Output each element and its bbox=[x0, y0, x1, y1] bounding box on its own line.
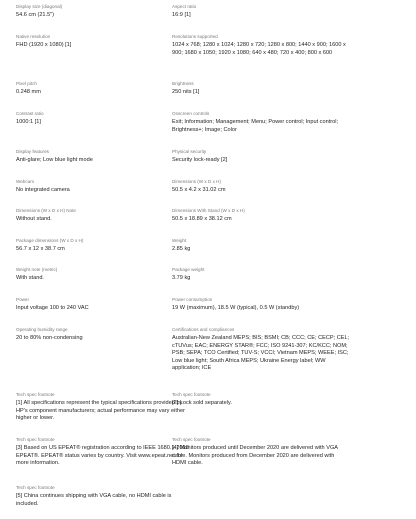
spec-display-features bbox=[16, 149, 191, 165]
spec-value: 3.79 kg bbox=[172, 275, 191, 281]
spec-value: Input voltage 100 to 240 VAC bbox=[16, 305, 89, 311]
spec-value: Anti-glare; Low blue light mode bbox=[16, 157, 93, 163]
spec-footnote-3 bbox=[16, 437, 191, 468]
spec-value: 0.248 mm bbox=[16, 89, 41, 95]
spec-label: Certifications and compliances bbox=[172, 327, 235, 332]
spec-weight bbox=[172, 238, 350, 254]
spec-label: Webcam bbox=[16, 179, 35, 184]
spec-label: Dimensions (W x D x H) Note bbox=[16, 208, 76, 213]
spec-webcam bbox=[16, 179, 191, 195]
spec-aspect-ratio bbox=[172, 4, 350, 20]
spec-dimensions bbox=[172, 179, 350, 195]
spec-package-weight bbox=[172, 267, 350, 283]
spec-label: Dimensions With Stand (W x D x H) bbox=[172, 208, 245, 213]
spec-power bbox=[16, 297, 191, 313]
spec-value: With stand. bbox=[16, 275, 44, 281]
spec-physical-security bbox=[172, 149, 350, 165]
spec-dimensions-note bbox=[16, 208, 191, 224]
spec-value: 54.6 cm (21.5") bbox=[16, 12, 55, 18]
spec-value: Australian-New Zealand MEPS; BIS; BSMI; CB; CCC; CE; CECP; CEL; cTUVus; EAC; ENERGY STAR®; FCC; ISO 9241-307; KC/KCC; NOM; PSB; SEPA; TCO Certified; TUV-S; VCCI; Vietnam MEPS; WEEE; ISC; Low blue light; South Africa MEPS; Ukraine Energy label; WW application; ICE bbox=[172, 335, 350, 372]
spec-power-consumption bbox=[172, 297, 350, 313]
spec-dimensions-with-stand bbox=[172, 208, 350, 224]
spec-label: Tech spec footnote bbox=[16, 392, 55, 397]
spec-value: 250 nits [1] bbox=[172, 89, 200, 95]
spec-label: Onscreen controls bbox=[172, 111, 210, 116]
spec-package-dimensions bbox=[16, 238, 191, 254]
spec-footnote-4 bbox=[172, 437, 350, 468]
spec-value: [3] Based on US EPEAT® registration according to IEEE 1680.1-2018 EPEAT®. EPEAT® status varies by country. Visit www.epeat.net for more information. bbox=[16, 445, 189, 467]
spec-label: Pixel pitch bbox=[16, 81, 37, 86]
spec-label: Tech spec footnote bbox=[16, 485, 55, 490]
spec-value: 20 to 80% non-condensing bbox=[16, 335, 83, 341]
spec-value: FHD (1920 x 1080) [1] bbox=[16, 42, 72, 48]
spec-value: 56.7 x 12 x 38.7 cm bbox=[16, 246, 65, 252]
spec-brightness bbox=[172, 81, 350, 97]
spec-value: Security lock-ready [2] bbox=[172, 157, 228, 163]
spec-weight-note bbox=[16, 267, 191, 283]
spec-value: Exit; Information; Management; Menu; Power control; Input control; Brightness+; Image; Color bbox=[172, 119, 339, 133]
spec-display-size bbox=[16, 4, 191, 20]
spec-label: Package dimensions (W x D x H) bbox=[16, 238, 84, 243]
spec-resolutions-supported bbox=[172, 34, 350, 57]
spec-label: Aspect ratio bbox=[172, 4, 197, 9]
spec-value: 1000:1 [1] bbox=[16, 119, 41, 125]
spec-value: 50.5 x 18.89 x 38.12 cm bbox=[172, 216, 232, 222]
spec-footnote-5 bbox=[16, 485, 191, 508]
spec-label: Display features bbox=[16, 149, 49, 154]
spec-footnote-1 bbox=[16, 392, 191, 423]
spec-label: Physical security bbox=[172, 149, 207, 154]
spec-value: 1024 x 768; 1280 x 1024; 1280 x 720; 1280 x 800; 1440 x 900; 1600 x 900; 1680 x 1050; 1920 x 1080; 640 x 480; 720 x 400; 800 x 600 bbox=[172, 42, 346, 56]
spec-value: [5] China continues shipping with VGA cable, no HDMI cable is included. bbox=[16, 493, 172, 507]
spec-value: 19 W (maximum), 18.5 W (typical), 0.5 W (standby) bbox=[172, 305, 300, 311]
spec-label: Package weight bbox=[172, 267, 205, 272]
spec-pixel-pitch bbox=[16, 81, 191, 97]
spec-value: 16:9 [1] bbox=[172, 12, 191, 18]
spec-label: Native resolution bbox=[16, 34, 51, 39]
spec-onscreen-controls bbox=[172, 111, 350, 134]
spec-label: Brightness bbox=[172, 81, 194, 86]
spec-value: [2] Lock sold separately. bbox=[172, 400, 232, 406]
spec-label: Power consumption bbox=[172, 297, 213, 302]
spec-label: Operating humidity range bbox=[16, 327, 68, 332]
spec-label: Resolutions supported bbox=[172, 34, 218, 39]
spec-label: Tech spec footnote bbox=[172, 392, 211, 397]
spec-native-resolution bbox=[16, 34, 191, 50]
spec-value: 2.85 kg bbox=[172, 246, 191, 252]
spec-label: Power bbox=[16, 297, 30, 302]
spec-label: Weight note (metric) bbox=[16, 267, 58, 272]
spec-label: Contrast ratio bbox=[16, 111, 44, 116]
spec-label: Tech spec footnote bbox=[172, 437, 211, 442]
spec-label: Dimensions (W x D x H) bbox=[172, 179, 222, 184]
spec-label: Weight bbox=[172, 238, 187, 243]
spec-label: Tech spec footnote bbox=[16, 437, 55, 442]
spec-value: [1] All specifications represent the typical specifications provided by HP's component manufacturers; actual performance may vary either higher or lower. bbox=[16, 400, 185, 422]
spec-label: Display size (diagonal) bbox=[16, 4, 63, 9]
spec-value: Without stand. bbox=[16, 216, 52, 222]
spec-value: 50.5 x 4.2 x 31.02 cm bbox=[172, 187, 226, 193]
spec-certifications bbox=[172, 327, 350, 373]
spec-value: No integrated camera bbox=[16, 187, 70, 193]
spec-operating-humidity bbox=[16, 327, 191, 343]
spec-footnote-2 bbox=[172, 392, 350, 408]
spec-contrast-ratio bbox=[16, 111, 191, 127]
spec-value: [4] Monitors produced until December 2020 are delivered with VGA cable. Monitors produced from December 2020 are delivered with HDMI cable. bbox=[172, 445, 338, 467]
